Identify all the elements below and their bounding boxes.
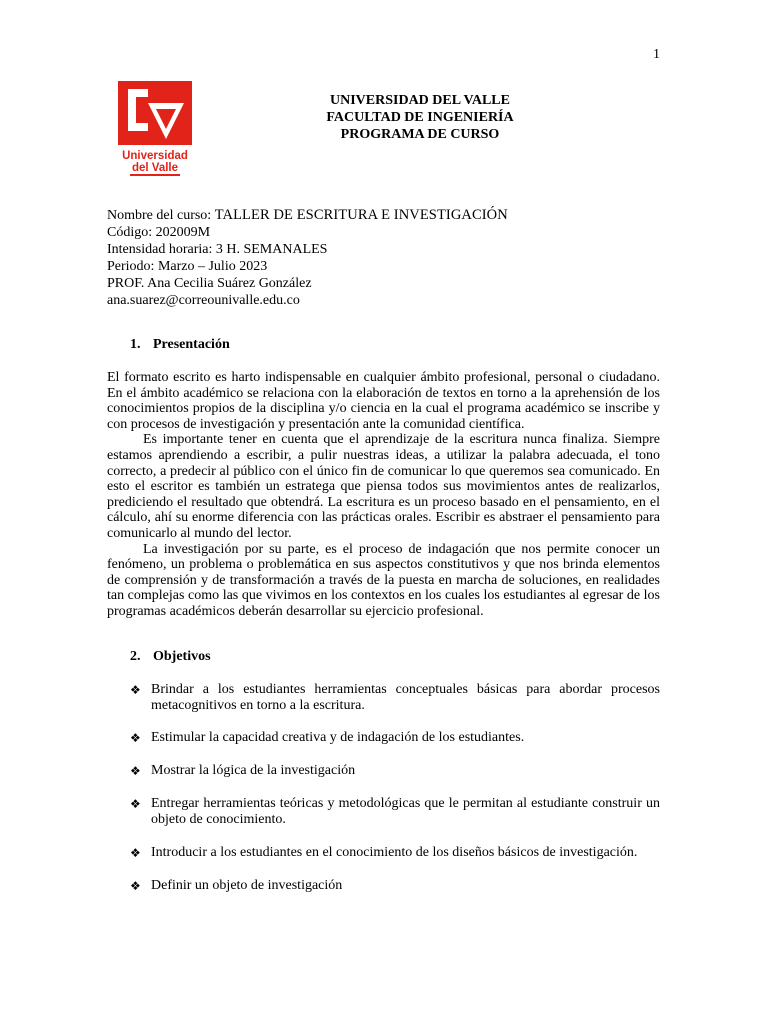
logo-line2: del Valle — [131, 162, 179, 174]
diamond-bullet-icon: ❖ — [130, 797, 141, 811]
course-professor: PROF. Ana Cecilia Suárez González — [107, 276, 312, 291]
course-period: Periodo: Marzo – Julio 2023 — [107, 259, 268, 274]
course-email[interactable]: ana.suarez@correounivalle.edu.co — [107, 293, 300, 308]
objective-text: Introducir a los estudiantes en el conocimiento de los diseños básicos de investigación. — [151, 845, 638, 860]
course-name-line — [107, 207, 508, 224]
objective-item — [130, 682, 660, 714]
section-number: 1. — [130, 337, 141, 352]
course-code: Código: 202009M — [107, 225, 211, 240]
objective-text: Entregar herramientas teóricas y metodológicas que le permitan al estudiante construir un objeto de conocimiento. — [151, 796, 660, 827]
logo-wordmark — [118, 150, 192, 176]
course-name-value: TALLER DE ESCRITURA E INVESTIGACIÓN — [214, 207, 508, 223]
objective-item — [130, 845, 660, 861]
section-title-text: Presentación — [153, 337, 230, 352]
section-title-objetivos — [130, 649, 211, 665]
objective-text: Brindar a los estudiantes herramientas conceptuales básicas para abordar procesos metacognitivos en torno a la escritura. — [151, 682, 660, 713]
section-title-text: Objetivos — [153, 649, 211, 664]
course-name-label: Nombre del curso: — [107, 208, 215, 223]
document-header — [0, 92, 768, 143]
objective-text: Mostrar la lógica de la investigación — [151, 763, 356, 778]
course-hours: Intensidad horaria: 3 H. SEMANALES — [107, 242, 328, 257]
diamond-bullet-icon: ❖ — [130, 731, 141, 745]
objective-item — [130, 878, 660, 894]
course-info — [107, 207, 508, 309]
section-title-presentacion — [130, 337, 230, 353]
objective-item — [130, 763, 660, 779]
objective-item — [130, 730, 660, 746]
page-number: 1 — [653, 47, 660, 62]
section-number: 2. — [130, 649, 141, 664]
objective-item — [130, 796, 660, 828]
header-program: PROGRAMA DE CURSO — [340, 127, 500, 142]
diamond-bullet-icon: ❖ — [130, 846, 141, 860]
header-faculty: FACULTAD DE INGENIERÍA — [326, 110, 514, 125]
paragraph: El formato escrito es harto indispensable en cualquier ámbito profesional, personal o ciudadano. En el ámbito académico se relaciona con la elaboración de textos en torno a la aprehensión de los conocimientos propios de la disciplina y/o ciencia en la cual el programa académico se inscribe y con procesos de investigación y presentación ante la comunidad científica. — [107, 370, 660, 432]
paragraph: Es importante tener en cuenta que el aprendizaje de la escritura nunca finaliza. Siempre estamos aprendiendo a escribir, a pulir nuestras ideas, a utilizar la palabra adecuada, el tono correcto, a predecir al público con el único fin de comunicar lo que queremos sea comunicado. En esto el escritor es también un estratega que piensa todos sus movimientos antes de realizarlos, prediciendo el resultado que obtendrá. La escritura es un proceso basado en el pensamiento, en el cálculo, ahí su enorme diferencia con las prácticas orales. Escribir es abstraer el pensamiento para comunicarlo al mundo del lector. — [107, 432, 660, 541]
objective-text: Definir un objeto de investigación — [151, 878, 343, 893]
header-university: UNIVERSIDAD DEL VALLE — [330, 93, 510, 108]
diamond-bullet-icon: ❖ — [130, 683, 141, 697]
presentacion-body — [107, 370, 660, 620]
objective-text: Estimular la capacidad creativa y de indagación de los estudiantes. — [151, 730, 525, 745]
paragraph: La investigación por su parte, es el proceso de indagación que nos permite conocer un fenómeno, un problema o problemática en sus aspectos constitutivos y que nos brinda elementos de comprensión y de transformación a través de la puesta en marcha de soluciones, en realidades tan complejas como las que vivimos en los contextos en los cuales los estudiantes al egresar de los programas académicos deberán desarrollar su ejercicio profesional. — [107, 541, 660, 619]
diamond-bullet-icon: ❖ — [130, 879, 141, 893]
logo-line1: Universidad — [122, 150, 188, 162]
diamond-bullet-icon: ❖ — [130, 764, 141, 778]
